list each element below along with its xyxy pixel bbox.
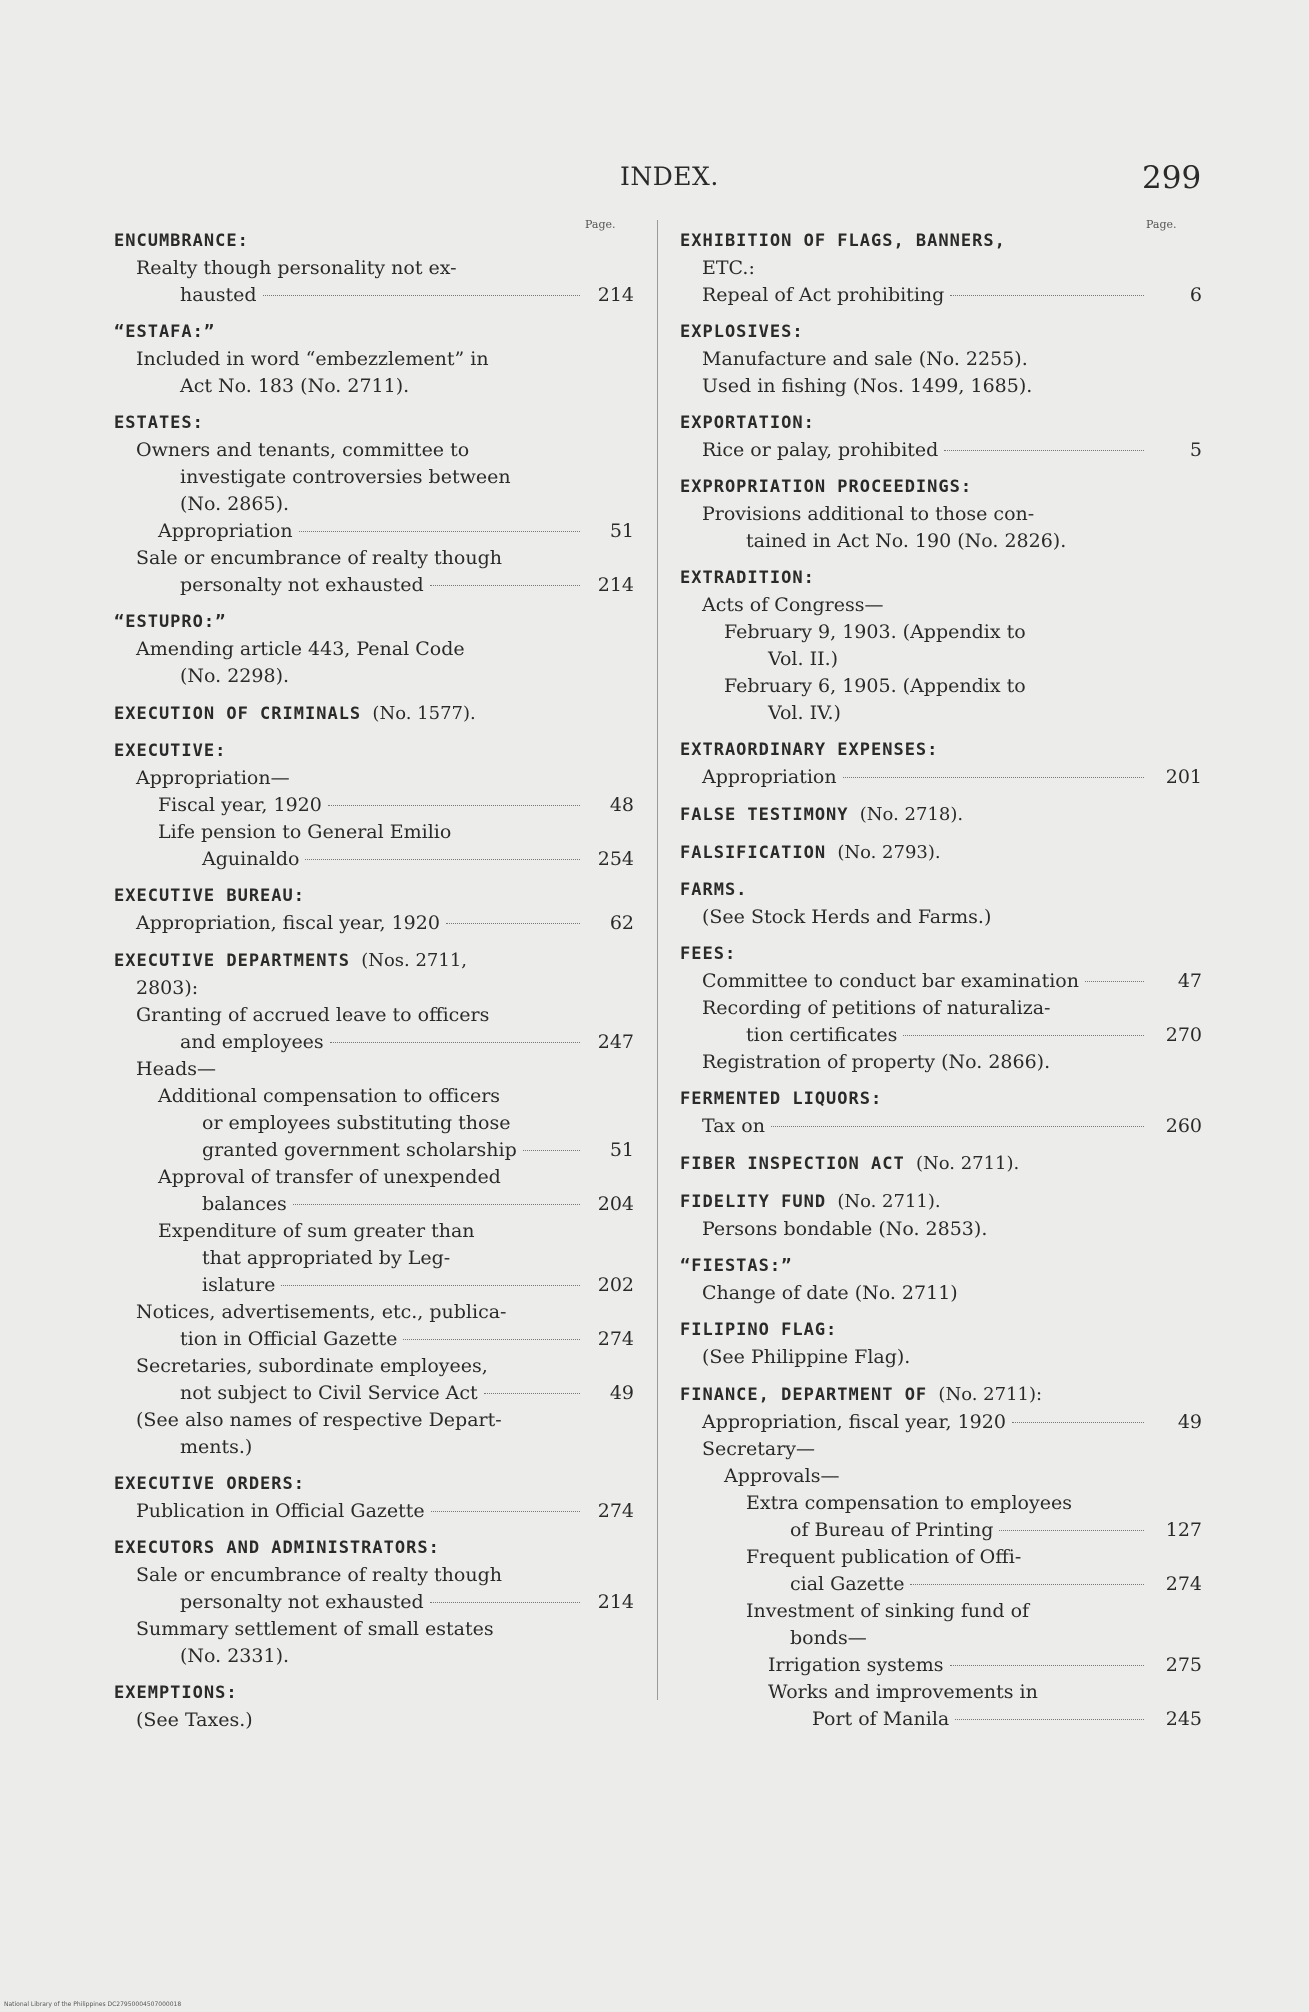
entry-text: tion certificates [746, 1024, 898, 1046]
entry-page: 254 [597, 848, 634, 870]
entry-text: February 6, 1905. (Appendix to [724, 675, 1026, 697]
entry-text: tion in Official Gazette [180, 1328, 398, 1350]
heading-text: EXECUTIVE BUREAU: [114, 886, 305, 906]
index-entry [114, 373, 634, 400]
index-entry [114, 1380, 634, 1407]
index-heading [680, 474, 1202, 501]
dot-leader [299, 531, 580, 532]
entry-text: Provisions additional to those con- [702, 503, 1035, 525]
heading-reference: (No. 2793). [837, 842, 941, 863]
index-entry [680, 968, 1202, 995]
heading-text: EXECUTION OF CRIMINALS [114, 704, 362, 724]
entry-text: Registration of property (No. 2866). [702, 1051, 1051, 1073]
index-heading [680, 410, 1202, 437]
entry-text: Aguinaldo [202, 848, 300, 870]
index-heading [680, 877, 1202, 904]
index-entry [114, 1002, 634, 1029]
entry-text: personalty not exhausted [180, 1591, 424, 1613]
index-entry [114, 1083, 634, 1110]
index-heading [680, 1317, 1202, 1344]
entry-text: Approval of transfer of unexpended [158, 1166, 501, 1188]
index-heading [114, 1471, 634, 1498]
entry-text: (See also names of respective Depart- [136, 1409, 502, 1431]
entry-text: Sale or encumbrance of realty though [136, 1564, 502, 1586]
index-heading [680, 1381, 1202, 1409]
running-head: INDEX. [620, 162, 719, 191]
entry-text: granted government scholarship [202, 1139, 517, 1161]
index-entry [114, 1029, 634, 1056]
entry-text: Extra compensation to employees [746, 1492, 1072, 1514]
index-heading [114, 738, 634, 765]
index-entry [680, 1490, 1202, 1517]
entry-text: Appropriation, fiscal year, 1920 [136, 912, 440, 934]
index-heading [680, 839, 1202, 867]
heading-text: EXECUTIVE DEPARTMENTS [114, 951, 350, 971]
index-heading [680, 737, 1202, 764]
heading-text: EXECUTIVE ORDERS: [114, 1474, 305, 1494]
index-heading [114, 410, 634, 437]
entry-text: Frequent publication of Offi- [746, 1546, 1022, 1568]
index-entry [680, 282, 1202, 309]
index-heading [680, 1188, 1202, 1216]
heading-text: EXPLOSIVES: [680, 322, 804, 342]
dot-leader [903, 1035, 1144, 1036]
entry-text: Publication in Official Gazette [136, 1500, 425, 1522]
heading-text: ESTATES: [114, 413, 204, 433]
entry-page: 127 [1165, 1519, 1202, 1541]
index-entry [680, 1022, 1202, 1049]
entry-text: Notices, advertisements, etc., publica- [136, 1301, 507, 1323]
index-entry [680, 1344, 1202, 1371]
entry-text: not subject to Civil Service Act [180, 1382, 478, 1404]
index-entry [680, 1409, 1202, 1436]
dot-leader [330, 1042, 580, 1043]
index-entry [114, 1164, 634, 1191]
entry-page: 201 [1165, 766, 1202, 788]
index-heading [680, 1253, 1202, 1280]
dot-leader [1012, 1422, 1144, 1423]
entry-text: or employees substituting those [202, 1112, 511, 1134]
index-entry [114, 1326, 634, 1353]
index-entry [114, 910, 634, 937]
heading-text: FILIPINO FLAG: [680, 1320, 838, 1340]
dot-leader [430, 585, 580, 586]
entry-text: (See Taxes.) [136, 1709, 253, 1731]
index-heading [680, 1086, 1202, 1113]
heading-reference: (No. 1577). [372, 703, 476, 724]
entry-text: Change of date (No. 2711) [702, 1282, 958, 1304]
index-entry [114, 255, 634, 282]
dot-leader [446, 923, 580, 924]
entry-text: Persons bondable (No. 2853). [702, 1218, 988, 1240]
heading-reference: (No. 2711). [915, 1153, 1020, 1174]
index-entry [114, 1407, 634, 1434]
entry-text: 2803): [136, 977, 199, 999]
index-entry [114, 1056, 634, 1083]
entry-page: 247 [597, 1031, 634, 1053]
index-column-left [114, 228, 634, 1734]
entry-text: Approvals— [724, 1465, 840, 1487]
entry-text: Act No. 183 (No. 2711). [180, 375, 410, 397]
index-entry [114, 975, 634, 1002]
index-entry [114, 636, 634, 663]
entry-page: 51 [609, 1139, 634, 1161]
entry-text: Appropriation— [136, 767, 290, 789]
entry-text: Appropriation [702, 766, 837, 788]
entry-page: 270 [1165, 1024, 1202, 1046]
dot-leader [484, 1393, 580, 1394]
index-entry [680, 1113, 1202, 1140]
entry-text: ETC.: [702, 257, 755, 279]
index-heading [680, 1150, 1202, 1178]
entry-text: balances [202, 1193, 287, 1215]
index-entry [680, 1571, 1202, 1598]
entry-page: 214 [597, 284, 634, 306]
index-entry [680, 1652, 1202, 1679]
entry-page: 49 [609, 1382, 634, 1404]
entry-text: Irrigation systems [768, 1654, 944, 1676]
index-entry [680, 764, 1202, 791]
index-entry [114, 1110, 634, 1137]
index-entry [114, 518, 634, 545]
index-entry [114, 792, 634, 819]
entry-text: Additional compensation to officers [158, 1085, 501, 1107]
index-entry [114, 1562, 634, 1589]
entry-text: Used in fishing (Nos. 1499, 1685). [702, 375, 1033, 397]
page-column-label-right: Page. [1146, 218, 1177, 231]
heading-text: EXTRAORDINARY EXPENSES: [680, 740, 939, 760]
index-heading [680, 941, 1202, 968]
entry-text: tained in Act No. 190 (No. 2826). [746, 530, 1067, 552]
index-heading [114, 1680, 634, 1707]
index-heading [680, 228, 1202, 255]
entry-text: bonds— [790, 1627, 867, 1649]
entry-text: that appropriated by Leg- [202, 1247, 451, 1269]
index-entry [680, 528, 1202, 555]
index-entry [114, 282, 634, 309]
index-entry [114, 1589, 634, 1616]
index-entry [680, 1280, 1202, 1307]
entry-text: Sale or encumbrance of realty though [136, 547, 502, 569]
index-entry [114, 1245, 634, 1272]
dot-leader [1085, 981, 1144, 982]
entry-text: (No. 2331). [180, 1645, 290, 1667]
entry-page: 5 [1189, 439, 1202, 461]
index-entry [114, 819, 634, 846]
heading-text: FIBER INSPECTION ACT [680, 1154, 905, 1174]
dot-leader [910, 1584, 1144, 1585]
dot-leader [328, 805, 580, 806]
dot-leader [843, 777, 1144, 778]
heading-reference: (Nos. 2711, [361, 950, 468, 971]
dot-leader [523, 1150, 580, 1151]
heading-text: FARMS. [680, 880, 748, 900]
entry-text: Tax on [702, 1115, 765, 1137]
dot-leader [430, 1602, 580, 1603]
entry-text: Appropriation [158, 520, 293, 542]
index-heading [114, 883, 634, 910]
entry-text: of Bureau of Printing [790, 1519, 994, 1541]
index-entry [680, 1625, 1202, 1652]
index-entry [114, 765, 634, 792]
index-heading [680, 319, 1202, 346]
entry-text: investigate controversies between [180, 466, 511, 488]
entry-text: Committee to conduct bar examination [702, 970, 1079, 992]
index-entry [114, 1498, 634, 1525]
entry-text: Repeal of Act prohibiting [702, 284, 945, 306]
index-entry [114, 1218, 634, 1245]
entry-text: (See Philippine Flag). [702, 1346, 911, 1368]
index-entry [680, 904, 1202, 931]
heading-text: EXECUTIVE: [114, 741, 227, 761]
heading-text: EXEMPTIONS: [114, 1683, 238, 1703]
page-column-label-left: Page. [585, 218, 616, 231]
dot-leader [950, 295, 1144, 296]
entry-page: 47 [1177, 970, 1202, 992]
heading-text: FINANCE, DEPARTMENT OF [680, 1385, 928, 1405]
entry-page: 204 [597, 1193, 634, 1215]
entry-page: 274 [1165, 1573, 1202, 1595]
index-entry [680, 1517, 1202, 1544]
index-entry [114, 1434, 634, 1461]
footer-credit: National Library of the Philippines DC27950004507000018 [4, 2001, 182, 2008]
entry-text: Heads— [136, 1058, 217, 1080]
entry-text: Granting of accrued leave to officers [136, 1004, 490, 1026]
entry-text: Port of Manila [812, 1708, 950, 1730]
index-heading [680, 801, 1202, 829]
entry-page: 260 [1165, 1115, 1202, 1137]
entry-page: 274 [597, 1500, 634, 1522]
index-entry [680, 346, 1202, 373]
heading-text: FERMENTED LIQUORS: [680, 1089, 883, 1109]
index-entry [680, 646, 1202, 673]
heading-text: EXTRADITION: [680, 568, 815, 588]
entry-page: 202 [597, 1274, 634, 1296]
entry-text: hausted [180, 284, 257, 306]
dot-leader [771, 1126, 1144, 1127]
entry-text: Manufacture and sale (No. 2255). [702, 348, 1028, 370]
heading-reference: (No. 2718). [859, 804, 964, 825]
heading-text: EXHIBITION OF FLAGS, BANNERS, [680, 231, 1006, 251]
entry-text: and employees [180, 1031, 324, 1053]
heading-text: EXECUTORS AND ADMINISTRATORS: [114, 1538, 440, 1558]
column-divider [657, 220, 658, 1700]
index-entry [680, 673, 1202, 700]
entry-text: (No. 2298). [180, 665, 290, 687]
dot-leader [431, 1511, 580, 1512]
heading-text: “ESTUPRO:” [114, 612, 227, 632]
index-entry [114, 1353, 634, 1380]
index-entry [680, 1598, 1202, 1625]
entry-text: Expenditure of sum greater than [158, 1220, 475, 1242]
heading-text: FIDELITY FUND [680, 1192, 827, 1212]
entry-text: Owners and tenants, committee to [136, 439, 470, 461]
index-entry [114, 846, 634, 873]
heading-text: EXPROPRIATION PROCEEDINGS: [680, 477, 973, 497]
entry-text: Recording of petitions of naturaliza- [702, 997, 1051, 1019]
index-heading [114, 609, 634, 636]
index-entry [114, 1707, 634, 1734]
entry-text: islature [202, 1274, 276, 1296]
entry-text: Amending article 443, Penal Code [136, 638, 465, 660]
index-entry [680, 1436, 1202, 1463]
index-heading [114, 700, 634, 728]
index-column-right [680, 228, 1202, 1733]
dot-leader [263, 295, 580, 296]
entry-text: Investment of sinking fund of [746, 1600, 1030, 1622]
page-number: 299 [1142, 160, 1202, 196]
index-entry [680, 1463, 1202, 1490]
entry-text: Rice or palay, prohibited [702, 439, 939, 461]
index-entry [680, 501, 1202, 528]
index-entry [680, 700, 1202, 727]
entry-text: Acts of Congress— [702, 594, 884, 616]
index-entry [680, 1544, 1202, 1571]
heading-text: FALSE TESTIMONY [680, 805, 849, 825]
dot-leader [403, 1339, 580, 1340]
index-entry [114, 1191, 634, 1218]
dot-leader [950, 1665, 1144, 1666]
entry-text: cial Gazette [790, 1573, 905, 1595]
entry-text: (No. 2865). [180, 493, 290, 515]
index-entry [114, 346, 634, 373]
index-entry [680, 592, 1202, 619]
index-entry [680, 1049, 1202, 1076]
dot-leader [999, 1530, 1144, 1531]
entry-page: 6 [1189, 284, 1202, 306]
index-entry [114, 1616, 634, 1643]
heading-text: ENCUMBRANCE: [114, 231, 249, 251]
dot-leader [955, 1719, 1144, 1720]
index-entry [680, 255, 1202, 282]
entry-text: Vol. IV.) [768, 702, 841, 724]
index-heading [680, 565, 1202, 592]
index-entry [114, 1299, 634, 1326]
entry-page: 49 [1177, 1411, 1202, 1433]
entry-text: Vol. II.) [768, 648, 839, 670]
index-entry [114, 663, 634, 690]
index-heading [114, 947, 634, 975]
index-entry [680, 1706, 1202, 1733]
index-entry [680, 619, 1202, 646]
entry-text: Works and improvements in [768, 1681, 1038, 1703]
index-entry [114, 1643, 634, 1670]
heading-text: FALSIFICATION [680, 843, 827, 863]
heading-reference: (No. 2711): [938, 1384, 1043, 1405]
heading-text: “ESTAFA:” [114, 322, 216, 342]
index-heading [114, 228, 634, 255]
heading-reference: (No. 2711). [837, 1191, 941, 1212]
entry-text: ments.) [180, 1436, 253, 1458]
entry-page: 51 [609, 520, 634, 542]
index-entry [680, 995, 1202, 1022]
entry-page: 214 [597, 574, 634, 596]
entry-text: Fiscal year, 1920 [158, 794, 322, 816]
index-entry [114, 1137, 634, 1164]
entry-text: Appropriation, fiscal year, 1920 [702, 1411, 1006, 1433]
entry-text: Secretary— [702, 1438, 816, 1460]
heading-text: “FIESTAS:” [680, 1256, 793, 1276]
index-entry [114, 437, 634, 464]
index-entry [114, 491, 634, 518]
entry-text: Secretaries, subordinate employees, [136, 1355, 488, 1377]
entry-text: Life pension to General Emilio [158, 821, 452, 843]
index-heading [114, 1535, 634, 1562]
index-entry [680, 373, 1202, 400]
entry-text: (See Stock Herds and Farms.) [702, 906, 992, 928]
dot-leader [281, 1285, 580, 1286]
index-entry [680, 437, 1202, 464]
dot-leader [305, 859, 580, 860]
entry-text: Summary settlement of small estates [136, 1618, 494, 1640]
entry-text: Realty though personality not ex- [136, 257, 457, 279]
index-entry [680, 1679, 1202, 1706]
index-entry [680, 1216, 1202, 1243]
entry-text: personalty not exhausted [180, 574, 424, 596]
index-entry [114, 1272, 634, 1299]
index-entry [114, 545, 634, 572]
entry-page: 274 [597, 1328, 634, 1350]
index-entry [114, 464, 634, 491]
entry-text: February 9, 1903. (Appendix to [724, 621, 1026, 643]
entry-page: 245 [1165, 1708, 1202, 1730]
index-entry [114, 572, 634, 599]
entry-page: 48 [609, 794, 634, 816]
entry-page: 62 [609, 912, 634, 934]
index-heading [114, 319, 634, 346]
entry-page: 214 [597, 1591, 634, 1613]
entry-page: 275 [1165, 1654, 1202, 1676]
dot-leader [293, 1204, 580, 1205]
heading-text: EXPORTATION: [680, 413, 815, 433]
entry-text: Included in word “embezzlement” in [136, 348, 489, 370]
heading-text: FEES: [680, 944, 737, 964]
dot-leader [944, 450, 1144, 451]
